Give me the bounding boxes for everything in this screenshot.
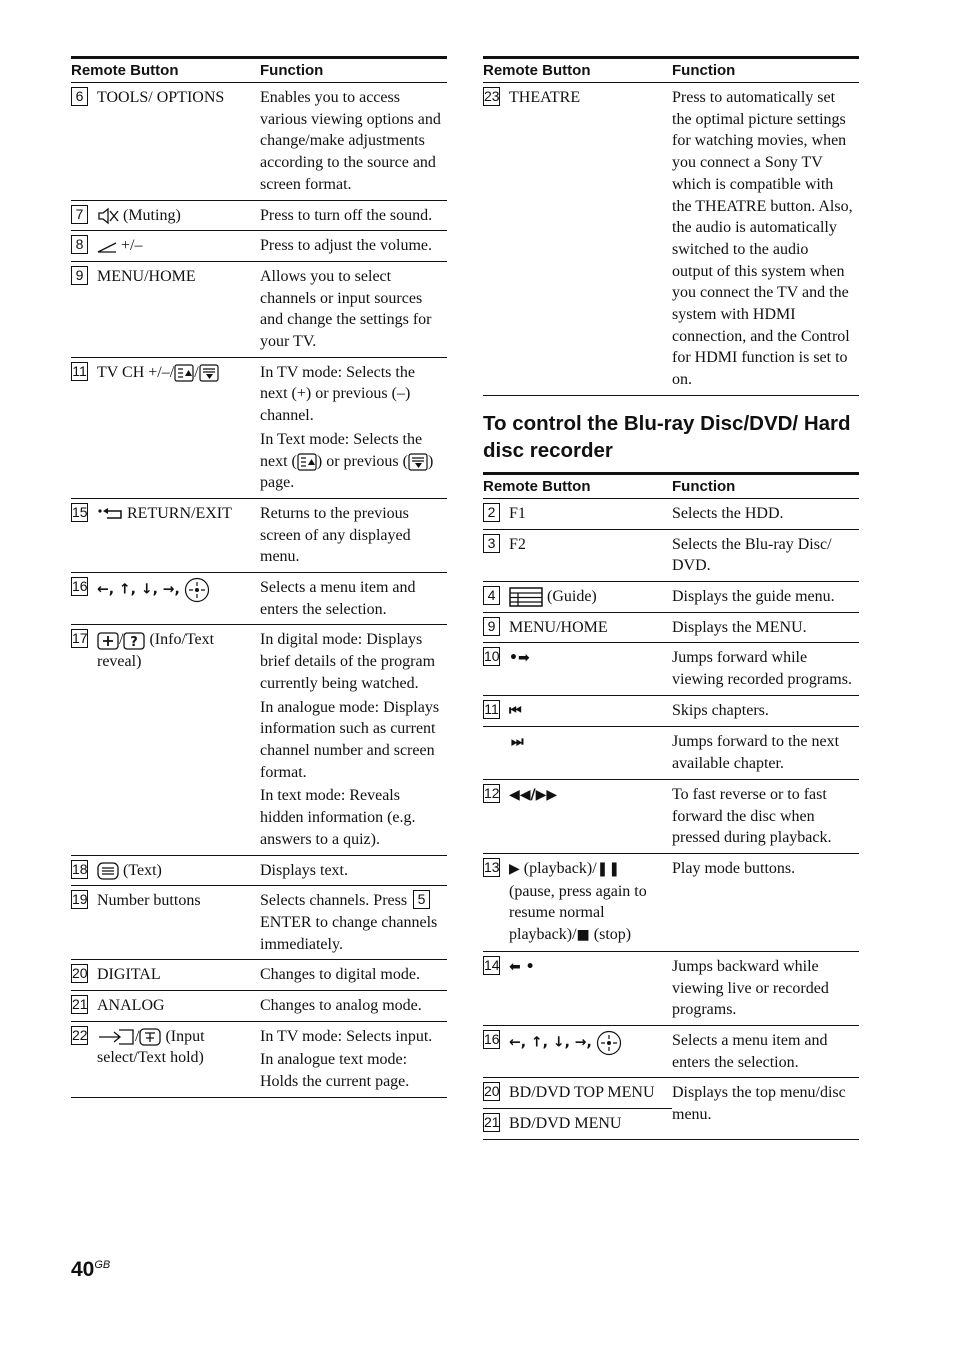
play-icon: ▶ — [509, 860, 520, 877]
table-row — [483, 727, 859, 779]
button-number: 8 — [71, 235, 88, 254]
button-number: 19 — [72, 891, 88, 908]
function-text: Press to automatically set the optimal picture settings for watching movies, when you connect a Sony TV which is compatible with the THEATRE button. Also, the audio is automatically switched to the audio output of this system when you connect the TV and the system with HDMI connection, and the Control for HDMI function is set to on. — [672, 83, 859, 396]
button-number: 9 — [483, 617, 500, 636]
button-number: 14 — [484, 956, 500, 973]
table-row — [483, 643, 859, 695]
button-label: ANALOG — [97, 997, 165, 1015]
button-label: MENU/HOME — [97, 267, 196, 285]
enter-circle-icon — [596, 1030, 622, 1056]
button-number: 13 — [484, 858, 500, 875]
header-function: Function — [672, 58, 859, 83]
button-number: 16 — [484, 1030, 500, 1047]
table-row — [483, 1025, 859, 1077]
button-label: (Guide) — [547, 587, 597, 605]
button-number: 18 — [72, 860, 88, 877]
previous-icon: ⏮ — [509, 702, 522, 719]
button-label: BD/DVD TOP MENU — [509, 1084, 655, 1102]
function-text: In analogue text mode: Holds the current page. — [260, 1051, 410, 1091]
replay-icon: ⬅ • — [509, 958, 535, 975]
button-label: DIGITAL — [97, 966, 161, 984]
text-page-up-icon — [174, 364, 194, 382]
function-text: Selects a menu item and enters the selection. — [260, 573, 447, 625]
button-number: 11 — [484, 700, 499, 717]
function-text: Changes to analog mode. — [260, 991, 447, 1022]
table-row — [71, 886, 447, 960]
arrow-keys-label: ←, ↑, ↓, →, — [509, 1034, 592, 1051]
table-row — [71, 231, 447, 262]
table-row — [483, 951, 859, 1025]
function-text: In TV mode: Selects the next (+) or previous (–) channel. — [260, 363, 415, 425]
table-row — [483, 581, 859, 612]
function-text: In digital mode: Displays brief details of the program currently being watched. — [260, 631, 436, 692]
table-row — [71, 855, 447, 886]
pause-icon: ❚❚ — [596, 860, 621, 877]
button-number: 2 — [483, 503, 500, 522]
button-label: Number buttons — [97, 892, 201, 910]
button-number: 7 — [71, 205, 88, 224]
next-icon: ⏭ — [511, 734, 524, 751]
svg-text:?: ? — [130, 634, 139, 650]
function-text: In TV mode: Selects input. — [260, 1027, 433, 1045]
page-number: $40^{GB}$ — [71, 1258, 111, 1281]
advance-icon: •➡ — [509, 650, 530, 667]
table-row — [71, 573, 447, 625]
button-number: 12 — [484, 784, 500, 801]
input-select-icon — [97, 1028, 135, 1046]
button-number: 21 — [484, 1114, 500, 1131]
function-text: Selects a menu item and enters the selection. — [672, 1025, 859, 1077]
function-text: Jumps forward to the next available chapter. — [672, 727, 859, 779]
text-hold-icon — [139, 1028, 161, 1046]
button-number: 21 — [72, 996, 88, 1013]
stop-icon: ■ — [576, 927, 590, 944]
function-text: Displays the top menu/disc menu. — [672, 1078, 859, 1139]
button-label: RETURN/EXIT — [127, 504, 232, 522]
function-text: Selects the HDD. — [672, 498, 859, 529]
button-label: (pause, press again to resume normal playback)/ — [509, 882, 647, 944]
function-text: In text mode: Reveals hidden information (e.g. answers to a quiz). — [260, 787, 416, 848]
remote-button-table-recorder — [483, 472, 859, 1140]
table-row — [71, 200, 447, 231]
table-row — [71, 991, 447, 1022]
reveal-icon — [123, 632, 145, 650]
table-row — [71, 498, 447, 572]
button-label: BD/DVD MENU — [509, 1115, 622, 1133]
text-page-up-icon — [297, 453, 317, 471]
button-label: (Info/Text reveal) — [97, 631, 215, 671]
section-heading: To control the Blu-ray Disc/DVD/ Hard disc recorder — [483, 411, 851, 462]
button-label: MENU/HOME — [509, 618, 608, 636]
function-text: Displays the MENU. — [672, 612, 859, 643]
header-remote-button: Remote Button — [71, 58, 260, 83]
button-label: +/– — [121, 237, 143, 255]
right-column — [483, 56, 859, 1140]
function-text: Displays the guide menu. — [672, 581, 859, 612]
header-remote-button: Remote Button — [483, 473, 672, 498]
button-number: 4 — [483, 586, 500, 605]
button-number: 6 — [71, 87, 88, 106]
button-label: (Input select/Text hold) — [97, 1027, 205, 1067]
text-page-down-icon — [199, 364, 219, 382]
table-row — [483, 695, 859, 727]
button-label: THEATRE — [509, 89, 581, 106]
function-text: Jumps forward while viewing recorded programs. — [672, 643, 859, 695]
button-label: (Muting) — [123, 206, 181, 224]
function-text: Play mode buttons. — [672, 853, 859, 951]
table-row — [483, 529, 859, 581]
button-label: TOOLS/ OPTIONS — [97, 89, 225, 106]
table-row — [71, 261, 447, 357]
table-row: 17 / ? (Info/Text reveal) In digital mode: Displays brief details of the program currently being watched. In analogue mode: Displays information such as current channel number and screen format. In text mode: Reveals hidden information (e.g. answers to a quiz). — [71, 625, 447, 855]
button-number: 23 — [484, 88, 500, 104]
function-text: Selects the Blu-ray Disc/ DVD. — [672, 529, 859, 581]
table-row — [483, 1078, 859, 1109]
arrow-keys-label: ←, ↑, ↓, →, — [97, 581, 180, 598]
table-row — [71, 83, 447, 201]
table-row — [483, 853, 859, 951]
button-number: 11 — [72, 362, 87, 379]
return-icon — [97, 507, 123, 521]
table-row: 22 / (Input select/Text hold) In TV mode: Selects input. In analogue text mode: Holds the current page. — [71, 1021, 447, 1097]
button-label: (stop) — [593, 926, 632, 944]
table-row — [483, 83, 859, 396]
enter-circle-icon — [184, 577, 210, 603]
function-text-mode: In Text mode: Selects the next ( ) or previous ( ) page. — [260, 430, 434, 492]
table-row — [483, 612, 859, 643]
button-label: (Text) — [123, 861, 162, 879]
button-number: 20 — [484, 1083, 500, 1100]
button-label: F2 — [509, 535, 526, 553]
table-row — [483, 498, 859, 529]
button-number: 22 — [72, 1026, 88, 1043]
remote-button-table-left — [71, 56, 447, 1098]
button-number: 10 — [484, 648, 500, 665]
function-text: Jumps backward while viewing live or recorded programs. — [672, 951, 859, 1025]
button-label: F1 — [509, 504, 526, 522]
function-text: Selects channels. Press 5 ENTER to change channels immediately. — [260, 886, 447, 960]
table-row — [483, 779, 859, 853]
function-text: Displays text. — [260, 855, 447, 886]
function-text: Press to adjust the volume. — [260, 231, 447, 262]
remote-button-table-theatre — [483, 56, 859, 396]
header-function: Function — [672, 473, 859, 498]
function-text: Press to turn off the sound. — [260, 200, 447, 231]
fast-reverse-forward-icon: ◀◀/▶▶ — [509, 786, 558, 803]
table-row — [71, 960, 447, 991]
function-text: Changes to digital mode. — [260, 960, 447, 991]
header-function: Function — [260, 58, 447, 83]
function-text: In analogue mode: Displays information such as current channel number and screen format. — [260, 698, 440, 781]
volume-icon — [97, 240, 117, 254]
guide-icon — [509, 587, 543, 607]
info-icon — [97, 632, 119, 650]
muting-icon — [97, 207, 119, 225]
button-number: 16 — [72, 578, 88, 595]
button-number: 9 — [71, 266, 88, 285]
button-number: 20 — [72, 965, 88, 982]
text-icon — [97, 862, 119, 880]
button-label: (playback)/ — [523, 859, 597, 877]
function-text: Enables you to access various viewing options and change/make adjustments according to the source and screen format. — [260, 83, 447, 201]
button-number: 15 — [72, 503, 88, 520]
left-column — [71, 56, 447, 1098]
button-number: 17 — [72, 630, 88, 647]
function-text: Skips chapters. — [672, 695, 859, 727]
button-ref: 5 — [413, 890, 430, 909]
button-label: TV CH +/–/ — [97, 363, 175, 381]
table-row: 11 TV CH +/–/ / In TV mode: Selects the next (+) or previous (–) channel. In Text mode: Selects the next ( ) or previous ( ) page. — [71, 357, 447, 498]
function-text: To fast reverse or to fast forward the disc when pressed during playback. — [672, 779, 859, 853]
button-number: 3 — [483, 534, 500, 553]
function-text: Allows you to select channels or input sources and change the settings for your TV. — [260, 261, 447, 357]
text-page-down-icon — [408, 453, 428, 471]
header-remote-button: Remote Button — [483, 58, 672, 83]
function-text: Returns to the previous screen of any displayed menu. — [260, 498, 447, 572]
